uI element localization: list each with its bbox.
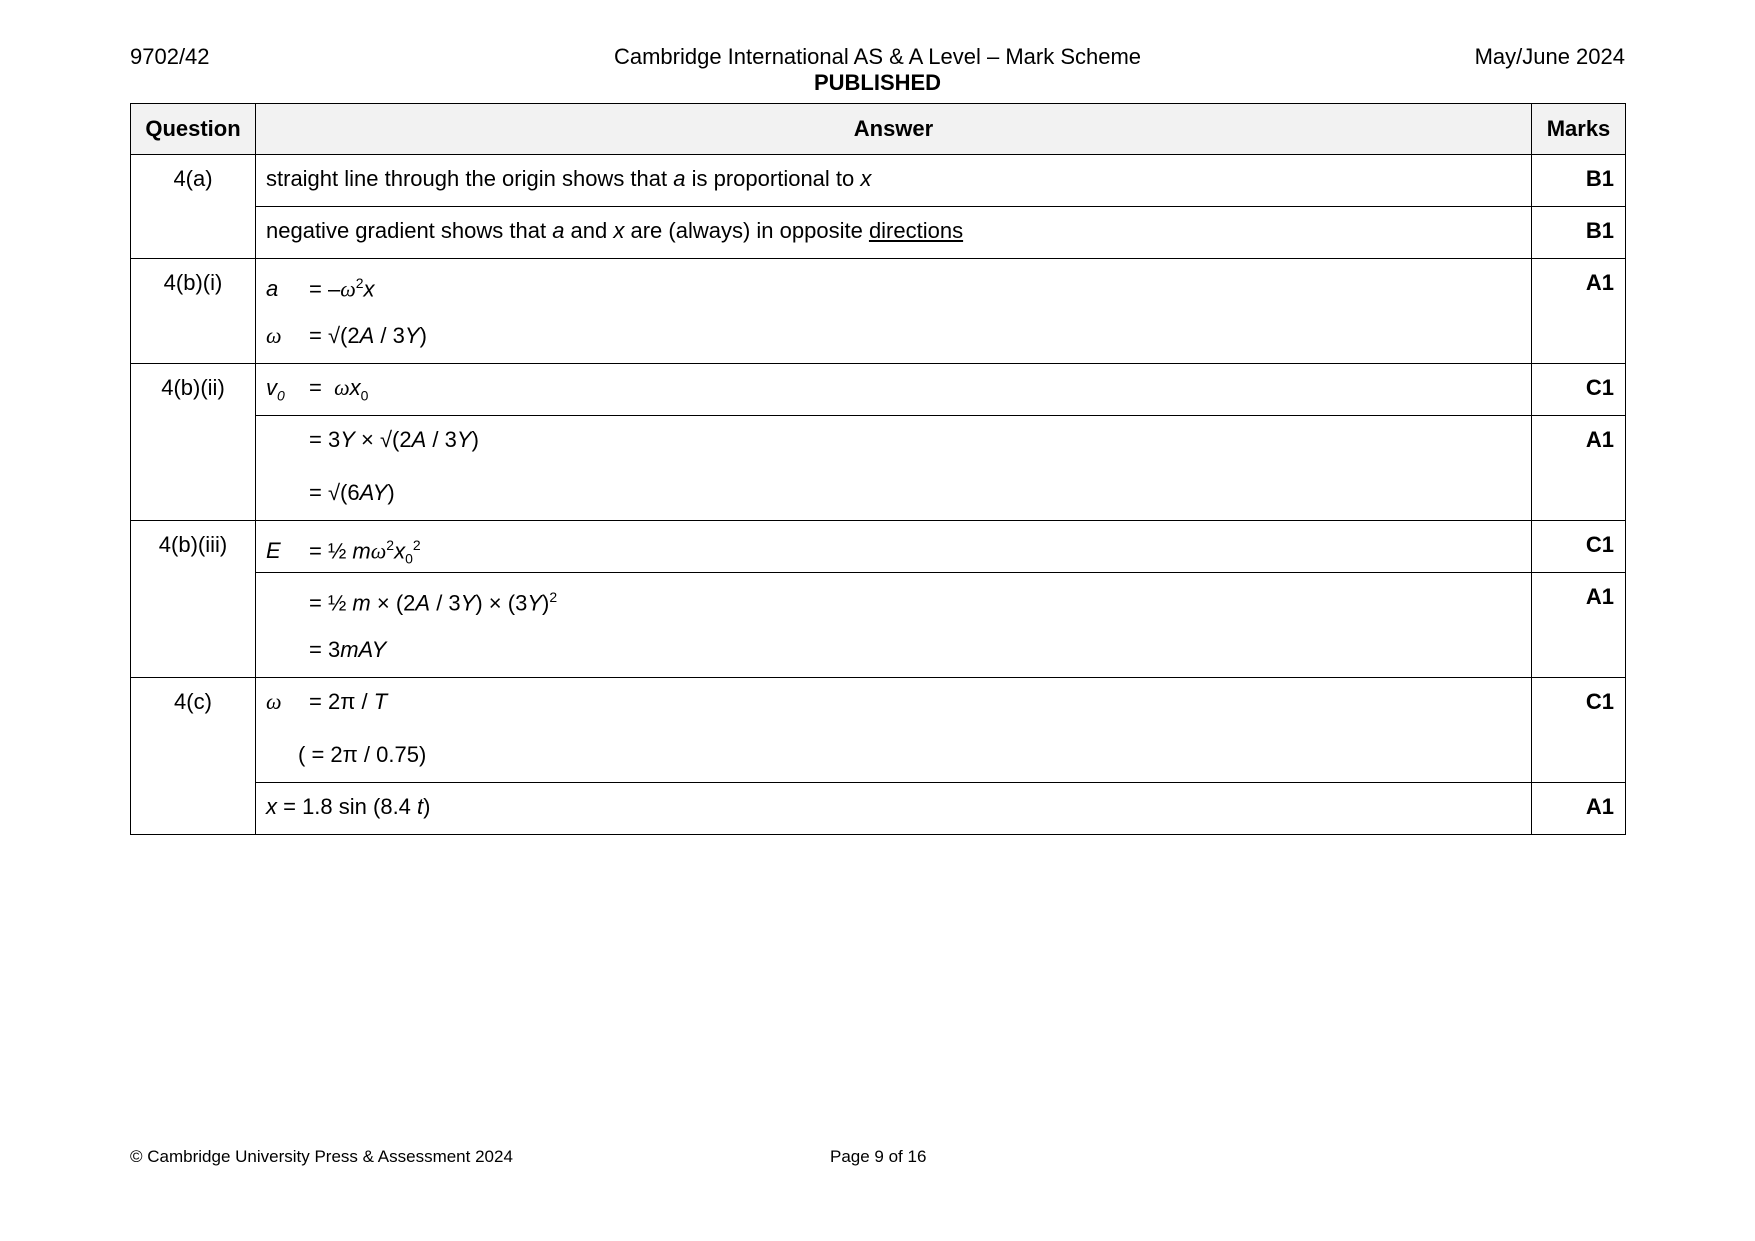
answer-line: x = 1.8 sin (8.4 t) <box>266 794 431 819</box>
mark-scheme-table <box>130 103 1626 835</box>
document-title: Cambridge International AS & A Level – Mark Scheme <box>613 44 1142 69</box>
answer-cell <box>256 155 1532 207</box>
paper-code: 9702/42 <box>130 44 210 69</box>
answer-line: = ½ $m \times (2A / 3Y) \times (3Y)^2$ <box>309 589 558 616</box>
mark-cell: B1 <box>1532 207 1626 259</box>
answer-line: $v_0 = \omega x_0$ <box>266 375 369 404</box>
table-header-row <box>131 104 1626 155</box>
mark-cell: A1 <box>1532 259 1626 364</box>
answer-cell <box>256 678 1532 783</box>
answer-cell <box>256 783 1532 835</box>
table-row <box>131 207 1626 259</box>
column-header-marks: Marks <box>1532 104 1626 155</box>
answer-cell <box>256 259 1532 364</box>
answer-line: ( = 2π / 0.75) <box>298 742 427 767</box>
answer-line: = 3mAY <box>309 637 387 662</box>
table-row <box>131 521 1626 573</box>
table-row <box>131 259 1626 364</box>
question-number: 4(b)(ii) <box>131 364 256 521</box>
answer-line: ω = 2π / T <box>266 689 388 714</box>
answer-line: negative gradient shows that a and x are (always) in opposite directions <box>266 218 964 243</box>
copyright-notice: © Cambridge University Press & Assessment 2024 <box>130 1147 513 1166</box>
mark-cell: B1 <box>1532 155 1626 207</box>
published-label: PUBLISHED <box>813 70 942 95</box>
page-number: Page 9 of 16 <box>830 1147 927 1166</box>
column-header-question: Question <box>131 104 256 155</box>
answer-line: $a = -\omega^2x$ <box>266 275 375 302</box>
column-header-answer: Answer <box>256 104 1532 155</box>
answer-cell <box>256 416 1532 521</box>
question-number: 4(c) <box>131 678 256 835</box>
exam-session: May/June 2024 <box>1474 44 1625 69</box>
answer-line: = √(6AY) <box>309 480 395 505</box>
answer-line: ω = √(2A / 3Y) <box>266 323 427 348</box>
answer-line: E = ½ $m\omega^2x_0^2$ <box>266 537 421 567</box>
answer-line: = 3Y × √(2A / 3Y) <box>309 427 479 452</box>
table-row <box>131 155 1626 207</box>
mark-cell: A1 <box>1532 783 1626 835</box>
question-number: 4(b)(iii) <box>131 521 256 678</box>
mark-cell: A1 <box>1532 416 1626 521</box>
answer-cell <box>256 364 1532 416</box>
mark-cell: C1 <box>1532 364 1626 416</box>
table-row <box>131 416 1626 521</box>
answer-cell <box>256 573 1532 678</box>
table-row <box>131 573 1626 678</box>
mark-cell: C1 <box>1532 678 1626 783</box>
table-row <box>131 364 1626 416</box>
mark-cell: C1 <box>1532 521 1626 573</box>
answer-cell <box>256 521 1532 573</box>
answer-line: straight line through the origin shows that a is proportional to x <box>266 166 872 191</box>
question-number: 4(b)(i) <box>131 259 256 364</box>
table-row <box>131 678 1626 783</box>
table-row <box>131 783 1626 835</box>
mark-cell: A1 <box>1532 573 1626 678</box>
answer-cell <box>256 207 1532 259</box>
question-number: 4(a) <box>131 155 256 259</box>
